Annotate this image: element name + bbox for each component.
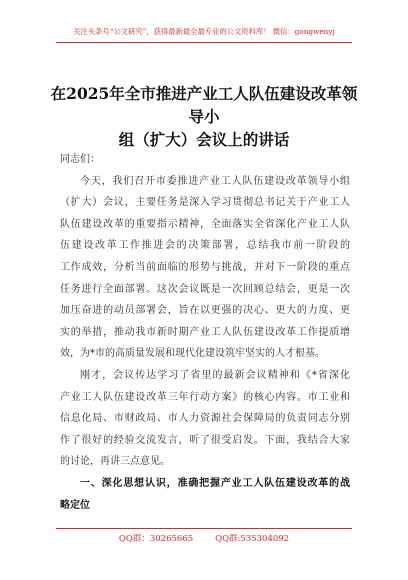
title-line-2: 组（扩大）会议上的讲话 — [118, 130, 290, 149]
header-banner: 关注头条号“公文研究”，获得最新最全最专业的公文资料库！ 微信：gongwenyj — [73, 27, 335, 36]
section-heading-1-line-1: 一、深化思想认识，准确把握产业工人队伍建设改革的战 — [80, 477, 350, 489]
paragraph-1-line-3: 队伍建设改革的重要指示精神，全面落实全省深化产业工人队 — [60, 218, 350, 230]
paragraph-1-line-8: 实的举措，推动我市新时期产业工人队伍建设改革工作提质增 — [60, 326, 350, 338]
title-line-1: 在2025年全市推进产业工人队伍建设改革领导小 — [50, 84, 358, 126]
footer-divider — [56, 528, 352, 529]
paragraph-2-line-2: 产业工人队伍建设改革三年行动方案》的核心内容。市工业和 — [60, 391, 350, 403]
paragraph-1-line-7: 加压奋进的动员部署会，旨在以更强的决心、更大的力度、更 — [60, 305, 350, 317]
paragraph-1-line-1: 今天，我们召开市委推进产业工人队伍建设改革领导小组 — [80, 175, 350, 187]
salutation: 同志们： — [60, 154, 100, 165]
qq-group-2: QQ群:535304092 — [215, 534, 290, 544]
paragraph-1-line-9: 效，为*市的高质量发展和现代化建设筑牢坚实的人才根基。 — [60, 348, 325, 360]
paragraph-1-line-6: 任务进行全面部署。这次会议既是一次回顾总结会，更是一次 — [60, 283, 350, 295]
qq-group-1: QQ群：30265665 — [118, 534, 194, 544]
document-title — [48, 82, 360, 151]
document-body — [60, 149, 350, 516]
paragraph-2-line-1: 刚才，会议传达学习了省里的最新会议精神和《*省深化 — [80, 369, 350, 381]
header-divider — [56, 42, 352, 43]
section-heading-1-line-2: 略定位 — [60, 499, 90, 511]
paragraph-1-line-4: 伍建设改革工作推进会的决策部署，总结我市前一阶段的 — [60, 240, 350, 252]
footer-contact — [0, 533, 408, 545]
paragraph-1-line-5: 工作成效，分析当前面临的形势与挑战，并对下一阶段的重点 — [60, 261, 350, 273]
paragraph-2-line-3: 信息化局、市财政局、市人力资源社会保障局的负责同志分别 — [60, 413, 350, 425]
paragraph-2-line-4: 作了很好的经验交流发言，听了很受启发。下面，我结合大家 — [60, 434, 350, 446]
paragraph-2-line-5: 的讨论，再讲三点意见。 — [60, 456, 170, 468]
paragraph-1-line-2: （扩大）会议，主要任务是深入学习贯彻总书记关于产业工人 — [60, 197, 350, 209]
